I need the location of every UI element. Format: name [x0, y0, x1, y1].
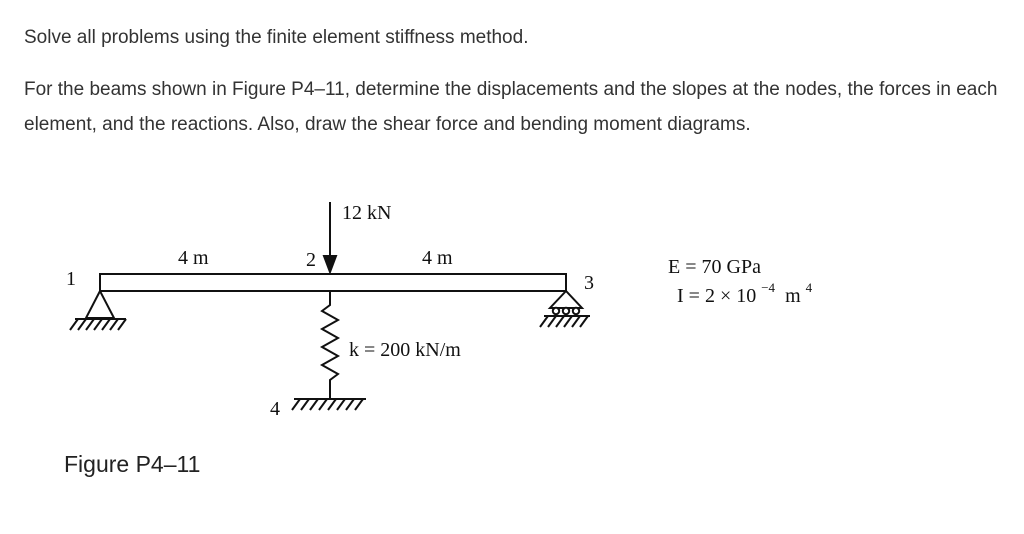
spring: [322, 291, 338, 399]
pin-support-node-1: [70, 291, 126, 330]
node-3-label: 3: [584, 272, 594, 294]
spring-ground: [292, 399, 366, 410]
span-2-label: 4 m: [422, 247, 453, 269]
load-arrow: [324, 202, 336, 272]
figure-caption: Figure P4–11: [64, 451, 201, 477]
moment-of-inertia-label: [677, 275, 813, 307]
node-1-label: 1: [66, 268, 76, 290]
moment-of-inertia-unit: m: [785, 285, 801, 307]
moment-of-inertia-value: I = 2 × 10: [677, 285, 757, 307]
node-4-label: 4: [270, 398, 280, 420]
beam: [100, 274, 566, 291]
moment-of-inertia-exponent: −4: [761, 280, 776, 295]
node-2-label: 2: [306, 249, 316, 271]
modulus-label: E = 70 GPa: [668, 256, 761, 278]
instruction-text: Solve all problems using the finite element stiffness method.: [24, 27, 529, 48]
roller-support-node-3: [540, 291, 590, 327]
load-label: 12 kN: [342, 202, 392, 224]
span-1-label: 4 m: [178, 247, 209, 269]
moment-of-inertia-unit-exponent: 4: [805, 280, 813, 295]
problem-statement: For the beams shown in Figure P4–11, determine the displacements and the slopes at the nodes, the forces in each element, and the reactions. Also, draw the shear force and bending moment diagrams.: [24, 79, 998, 135]
spring-stiffness-label: k = 200 kN/m: [349, 339, 461, 361]
